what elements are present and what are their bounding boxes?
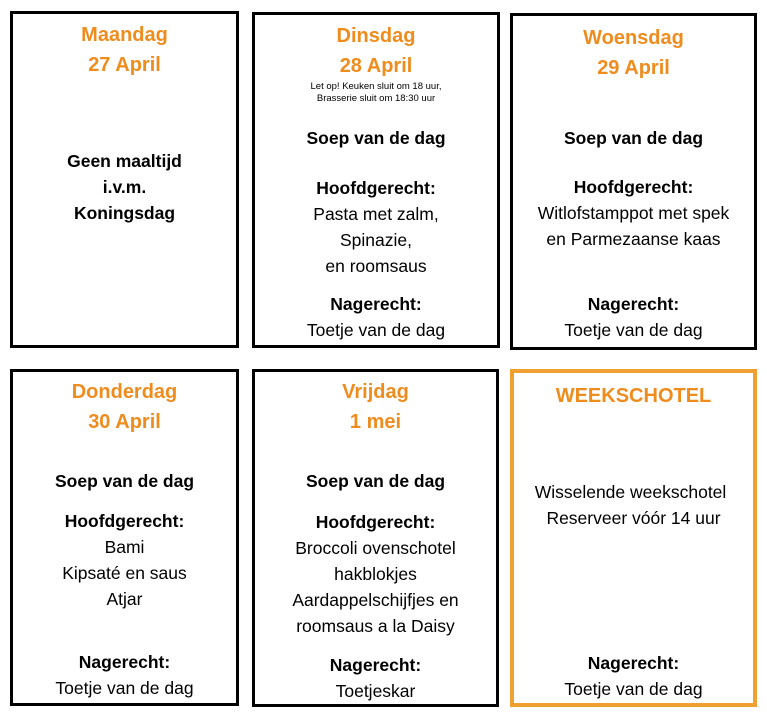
- message-line: Geen maaltijd: [67, 151, 182, 171]
- card-donderdag: [10, 369, 239, 706]
- day-date: 27 April: [88, 54, 161, 76]
- closing-note: [255, 81, 497, 105]
- main-course-line: Spinazie,: [340, 230, 412, 250]
- dessert: Toetjeskar: [335, 681, 416, 701]
- main-course: [513, 200, 754, 252]
- dessert: Toetje van de dag: [564, 679, 703, 699]
- card-vrijdag: [252, 369, 499, 707]
- main-course-label: Hoofdgerecht:: [316, 178, 436, 198]
- main-course-label: Hoofdgerecht:: [64, 511, 185, 531]
- main-course: [255, 201, 497, 279]
- dessert: Toetje van de dag: [55, 678, 194, 698]
- main-course-line: en roomsaus: [325, 256, 427, 276]
- main-course-label: Hoofdgerecht:: [315, 512, 436, 532]
- day-date: 28 April: [339, 55, 413, 77]
- day-date: 30 April: [88, 411, 161, 433]
- closed-message: [13, 148, 236, 226]
- main-course-line: Bami: [104, 537, 145, 557]
- dessert: Toetje van de dag: [306, 320, 446, 340]
- weekschotel-line: Reserveer vóór 14 uur: [546, 508, 721, 528]
- day-name: Woensdag: [583, 27, 684, 49]
- dessert-label: Nagerecht:: [330, 294, 422, 314]
- card-woensdag: [510, 13, 757, 350]
- weekschotel-title: WEEKSCHOTEL: [555, 385, 712, 407]
- dessert-label: Nagerecht:: [329, 655, 422, 675]
- day-date: 29 April: [597, 57, 670, 79]
- main-course-line: Kipsaté en saus: [62, 563, 187, 583]
- card-maandag: [10, 11, 239, 348]
- day-name: Donderdag: [71, 381, 178, 403]
- soup-label: Soep van de dag: [563, 128, 704, 148]
- message-line: i.v.m.: [102, 177, 147, 197]
- soup-label: Soep van de dag: [54, 471, 195, 491]
- main-course: [13, 534, 236, 612]
- day-name: Maandag: [81, 24, 168, 46]
- main-course-label: Hoofdgerecht:: [573, 177, 694, 197]
- main-course-line: en Parmezaanse kaas: [546, 229, 721, 249]
- main-course-line: roomsaus a la Daisy: [296, 616, 455, 636]
- note-line: Let op! Keuken sluit om 18 uur,: [310, 81, 442, 92]
- soup-label: Soep van de dag: [305, 471, 446, 491]
- card-dinsdag: [252, 12, 500, 348]
- main-course-line: Atjar: [106, 589, 143, 609]
- dessert-label: Nagerecht:: [587, 294, 680, 314]
- message-line: Koningsdag: [73, 203, 176, 223]
- weekschotel-line: Wisselende weekschotel: [534, 482, 727, 502]
- day-date: 1 mei: [349, 411, 402, 433]
- main-course-line: Aardappelschijfjes en: [292, 590, 459, 610]
- day-name: Dinsdag: [336, 25, 416, 47]
- main-course-line: hakblokjes: [334, 564, 417, 584]
- card-weekschotel: [510, 369, 757, 707]
- main-course: [255, 535, 496, 639]
- main-course-line: Broccoli ovenschotel: [295, 538, 456, 558]
- day-name: Vrijdag: [342, 381, 409, 403]
- dessert-label: Nagerecht:: [587, 653, 680, 673]
- weekschotel-description: [514, 479, 753, 531]
- note-line: Brasserie sluit om 18:30 uur: [316, 93, 436, 104]
- dessert-label: Nagerecht:: [78, 652, 171, 672]
- soup-label: Soep van de dag: [306, 128, 446, 148]
- dessert: Toetje van de dag: [564, 320, 703, 340]
- main-course-line: Witlofstamppot met spek: [537, 203, 730, 223]
- main-course-line: Pasta met zalm,: [313, 204, 439, 224]
